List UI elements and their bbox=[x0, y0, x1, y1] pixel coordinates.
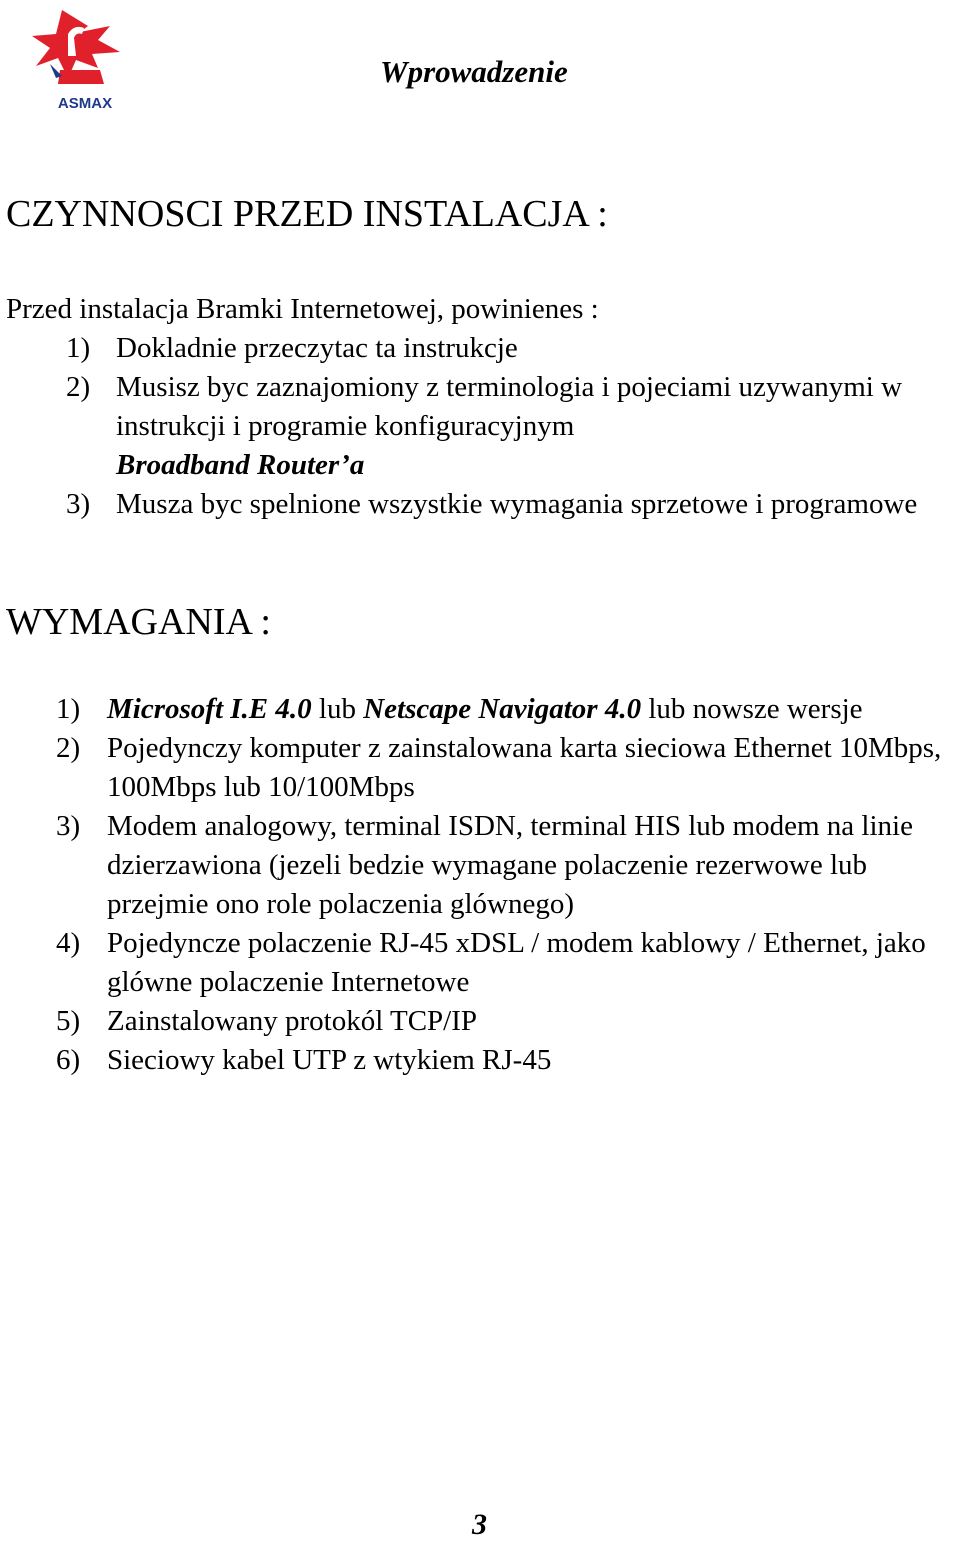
list-emphasis: Microsoft I.E 4.0 bbox=[107, 693, 312, 725]
list-number: 6) bbox=[56, 1044, 81, 1076]
list-item bbox=[66, 329, 946, 368]
list-item bbox=[66, 485, 946, 524]
list-number: 2) bbox=[66, 371, 91, 403]
section-heading-requirements: WYMAGANIA : bbox=[6, 601, 271, 643]
list-item bbox=[56, 924, 956, 1002]
list-item bbox=[56, 1002, 956, 1041]
list-item bbox=[56, 690, 956, 729]
list-number: 2) bbox=[56, 732, 81, 764]
list-item bbox=[56, 1041, 956, 1080]
requirements-list bbox=[56, 690, 956, 1080]
logo-text: ASMAX bbox=[57, 95, 113, 112]
asmax-logo bbox=[28, 4, 142, 114]
list-text: Pojedynczy komputer z zainstalowana karta sieciowa Ethernet 10Mbps, 100Mbps lub 10/100Mbps bbox=[107, 732, 942, 803]
intro-text: Przed instalacja Bramki Internetowej, powinienes : bbox=[6, 293, 599, 325]
list-text: Musisz byc zaznajomiony z terminologia i pojeciami uzywanymi w instrukcji i programie konfiguracyjnym bbox=[116, 371, 903, 442]
list-number: 1) bbox=[56, 693, 81, 725]
list-text: Modem analogowy, terminal ISDN, terminal HIS lub modem na linie dzierzawiona (jezeli bedzie wymagane polaczenie rezerwowe lub przejmie ono role polaczenia glównego) bbox=[107, 810, 913, 920]
list-number: 3) bbox=[66, 488, 91, 520]
page-number: 3 bbox=[472, 1508, 487, 1541]
list-item bbox=[56, 807, 956, 924]
list-text: Sieciowy kabel UTP z wtykiem RJ-45 bbox=[107, 1044, 552, 1076]
list-emphasis: Broadband Router’a bbox=[116, 449, 365, 481]
list-text: lub nowsze wersje bbox=[641, 693, 863, 725]
list-text: Zainstalowany protokól TCP/IP bbox=[107, 1005, 478, 1037]
list-item bbox=[56, 729, 956, 807]
list-number: 3) bbox=[56, 810, 81, 842]
list-text: Dokladnie przeczytac ta instrukcje bbox=[116, 332, 518, 364]
preinstall-list bbox=[66, 329, 946, 524]
section-heading-preinstall: CZYNNOSCI PRZED INSTALACJA : bbox=[6, 193, 608, 235]
list-text: lub bbox=[311, 693, 364, 725]
page-header-title: Wprowadzenie bbox=[380, 54, 568, 89]
list-number: 4) bbox=[56, 927, 81, 959]
list-number: 5) bbox=[56, 1005, 81, 1037]
list-item bbox=[66, 368, 946, 485]
list-number: 1) bbox=[66, 332, 91, 364]
list-text: Pojedyncze polaczenie RJ-45 xDSL / modem kablowy / Ethernet, jako glówne polaczenie Internetowe bbox=[107, 927, 926, 998]
list-emphasis: Netscape Navigator 4.0 bbox=[363, 693, 642, 725]
list-text: Musza byc spelnione wszystkie wymagania sprzetowe i programowe bbox=[116, 488, 918, 520]
logo-emblem bbox=[28, 4, 142, 114]
